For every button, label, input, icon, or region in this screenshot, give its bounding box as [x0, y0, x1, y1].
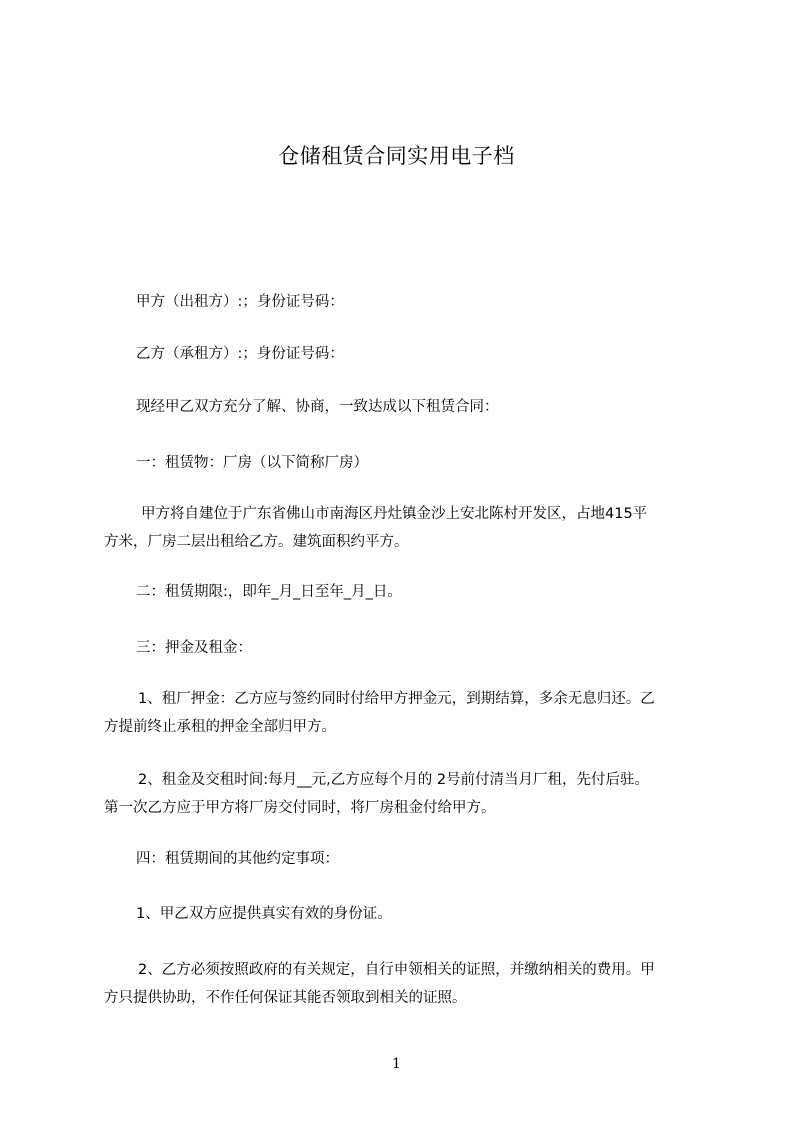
paragraph-rent: [104, 766, 704, 822]
paragraph-line: 第一次乙方应于甲方将厂房交付同时，将厂房租金付给甲方。: [104, 800, 496, 816]
paragraph-line: 1、甲乙双方应提供真实有效的身份证。: [136, 906, 392, 922]
paragraph-line: 2、租金及交租时间:每月__元,乙方应每个月的 2号前付清当月厂租，先付后驻。: [138, 772, 650, 788]
paragraph-line: 2、乙方必须按照政府的有关规定，自行申领相关的证照，并缴纳相关的费用。甲: [138, 962, 655, 978]
section-heading-1: [136, 449, 736, 477]
section-heading-2: [136, 578, 736, 606]
section-heading-3: [136, 634, 736, 662]
paragraph-party-b: [136, 340, 736, 368]
paragraph-licenses: [104, 956, 704, 1012]
page-number: 1: [392, 1056, 401, 1072]
paragraph-line: 方只提供协助，不作任何保证其能否领取到相关的证照。: [104, 990, 467, 1006]
section-heading-4: [136, 845, 736, 873]
paragraph-id-cards: [136, 900, 736, 928]
paragraph-party-a: [136, 288, 736, 316]
paragraph-intro: [136, 393, 736, 421]
paragraph-line: 一：租赁物：厂房（以下简称厂房）: [136, 455, 368, 471]
paragraph-line: 三：押金及租金：: [136, 640, 252, 656]
paragraph-line: 方提前终止承租的押金全部归甲方。: [104, 719, 336, 735]
paragraph-line: 方米，厂房二层出租给乙方。建筑面积约平方。: [104, 534, 409, 550]
paragraph-line: 甲方（出租方）:；身份证号码：: [136, 294, 344, 310]
paragraph-line: 乙方（承租方）:；身份证号码：: [136, 346, 344, 362]
paragraph-line: 甲方将自建位于广东省佛山市南海区丹灶镇金沙上安北陈村开发区，占地415平: [141, 506, 648, 522]
paragraph-line: 四：租赁期间的其他约定事项：: [136, 851, 339, 867]
paragraph-premises: [104, 500, 704, 556]
paragraph-line: 现经甲乙双方充分了解、协商，一致达成以下租赁合同：: [136, 399, 499, 415]
paragraph-deposit: [104, 685, 704, 741]
document-title: 仓储租赁合同实用电子档: [278, 144, 515, 168]
paragraph-line: 二：租赁期限:，即年_月_日至年_月_日。: [136, 584, 402, 600]
paragraph-line: 1、租厂押金：乙方应与签约同时付给甲方押金元，到期结算，多余无息归还。乙: [138, 691, 655, 707]
